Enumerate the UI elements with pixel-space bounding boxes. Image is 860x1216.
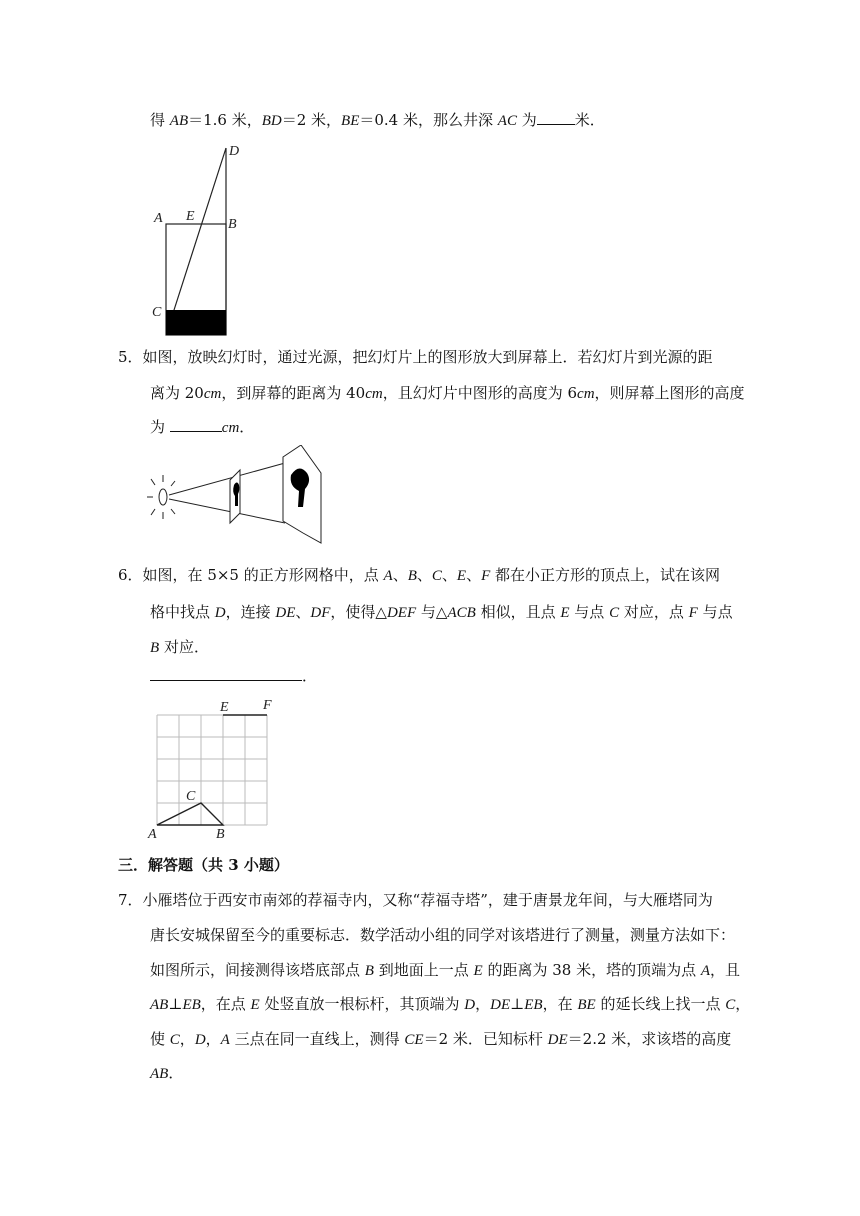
label-a: A <box>154 211 163 226</box>
q7-line-5: 使 C，D，A 三点在同一直线上，测得 CE＝2 米．已知标杆 DE＝2.2 米，求该塔的高度 <box>150 1030 732 1048</box>
label-c: C <box>186 789 196 804</box>
light-ray-bottom <box>169 499 285 523</box>
light-ray-top <box>169 463 285 495</box>
label-e: E <box>220 700 229 715</box>
well-water <box>166 310 226 335</box>
q5-line-3: 为 cm． <box>150 418 255 436</box>
q7-line-3: 如图所示，间接测得该塔底部点 B 到地面上一点 E 的距离为 38 米，塔的顶端为点 A，且 <box>150 961 741 979</box>
label-f: F <box>263 698 272 713</box>
q6-number: 6． <box>118 566 143 584</box>
light-bulb-icon <box>147 475 175 519</box>
label-e: E <box>186 209 195 224</box>
q7-line-2: 唐长安城保留至今的重要标志．数学活动小组的同学对该塔进行了测量，测量方法如下： <box>150 926 736 944</box>
label-d: D <box>229 144 240 159</box>
q6-line-2: 格中找点 D，连接 DE、DF，使得△DEF 与△ACB 相似，且点 E 与点 C 对应，点 F 与点 <box>150 603 733 621</box>
label-b: B <box>228 217 237 232</box>
q7-line-1: 7．小雁塔位于西安市南郊的荐福寺内，又称“荐福寺塔”，建于唐景龙年间，与大雁塔同为 <box>118 891 713 909</box>
q6-line-3: B 对应． <box>150 638 209 656</box>
well-figure <box>140 140 250 340</box>
q5-number: 5． <box>118 348 143 366</box>
q7-line-6: AB． <box>150 1064 184 1082</box>
section-title: 三．解答题（共 3 小题） <box>118 856 289 874</box>
q7-line-4: AB⊥EB，在点 E 处竖直放一根标杆，其顶端为 D，DE⊥EB，在 BE 的延长线上找一点 C， <box>150 995 751 1013</box>
triangle-acb <box>157 803 223 825</box>
label-a: A <box>148 827 157 842</box>
q5-line-2: 离为 20cm，到屏幕的距离为 40cm，且幻灯片中图形的高度为 6cm，则屏幕上图形的高度 <box>150 384 745 402</box>
answer-blank[interactable] <box>150 666 302 681</box>
grid-lines <box>157 715 267 825</box>
q4-answer-line: 得 AB＝1.6 米，BD＝2 米，BE＝0.4 米，那么井深 AC 为 米． <box>150 111 605 129</box>
answer-blank[interactable] <box>170 417 222 432</box>
label-c: C <box>152 305 162 320</box>
projector-figure <box>145 445 330 550</box>
q7-number: 7． <box>118 891 143 909</box>
grid-figure <box>140 692 280 842</box>
q6-answer-line: ． <box>150 666 317 686</box>
line-cd <box>166 148 226 335</box>
label-b: B <box>216 827 225 842</box>
answer-blank[interactable] <box>537 110 575 125</box>
q6-line-1: 6．如图，在 5×5 的正方形网格中，点 A、B、C、E、F 都在小正方形的顶点上，试在该网 <box>118 566 721 584</box>
q5-line-1: 5．如图，放映幻灯时，通过光源，把幻灯片上的图形放大到屏幕上．若幻灯片到光源的距 <box>118 348 713 366</box>
